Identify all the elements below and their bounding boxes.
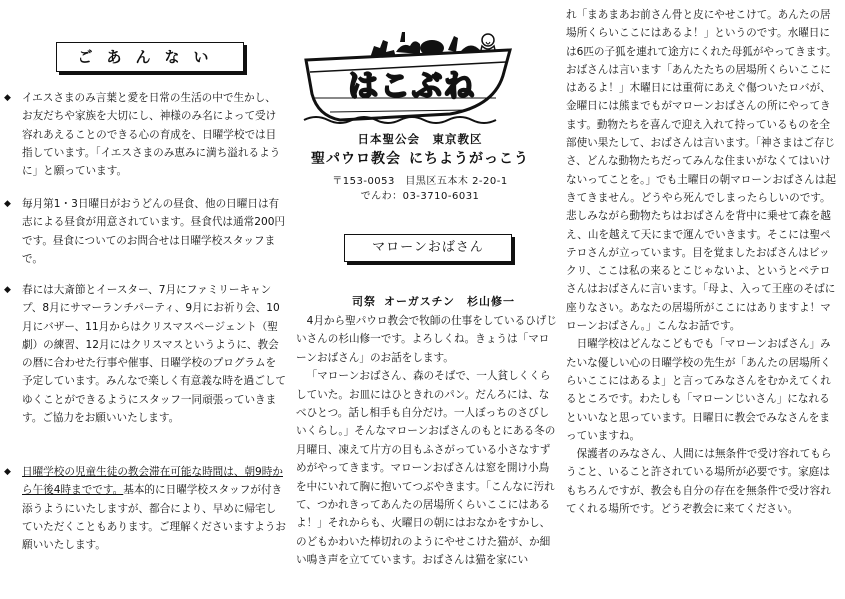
story-paragraph: れ「まあまあお前さん骨と皮にやせこけて。あんたの居場所くらいここにはあるよ！」というのです。水曜日には6匹の子狐を連れて途方にくれた母狐がやってきます。おばさんは言います「あんたたちの居場所くらいここにはあるよ！」木曜日には重荷にあえぐ傷ついたロバが、金曜日には熊までもがマローンおばさんの所にやってきます。動物たちを喜んで迎え入れて持っているものを全部使い果たして、おばさんは言います。「神さまはご存じさ、どんな動物たちだってみんな住まいがなくてはいけないってことを。」でも土曜日の朝マローンおばさんは起きてきません。どうやら死んでしまったらしいのです。悲しみながら動物たちはおばさんを背中に乗せて森を越え、山を越えて天にまで運んでいきます。そこには聖ペテロさんが立っています。目を覚ましたおばさんはビックリ、ここは私の来るとこじゃないよ、というとペテロさんはおばさんに言います。「母よ、入って王座のそばに座りなさい。あなたの居場所がここにはありますよ！マローンおばさん。」こんなお話です。 (566, 9, 837, 333)
article-paragraph: 4月から聖パウロ教会で牧師の仕事をしているひげじいさんの杉山修一です。よろしくね。きょうは「マローンおばさん」のお話をします。 (296, 315, 557, 364)
school-name: にちようがっこう (409, 151, 529, 167)
notice-hours-rest: 基本的に日曜学校スタッフが付き添うようにいたしますが、都合により、早めに帰宅していただくこともあります。ご理解くださいますようお願いいたします。 (22, 484, 286, 552)
notice-item-lunch (8, 190, 286, 268)
author-name: オーガスチン 杉山修一 (384, 295, 516, 308)
logo-text: はこぶね (348, 69, 476, 104)
address: 〒153-0053 目黒区五本木 2-20-1 (332, 176, 508, 187)
notice-item-hours (8, 458, 286, 554)
notice-item-events (8, 276, 286, 427)
notice-item-text: ◆ イエスさまのみ言葉と愛を日常の生活の中で生かし、お友だちや家族を大切にし、神様のみ名によって受け容れあえることのできる心の育成を、日曜学校では目指しています。「イエスさまのみ恵みに満ち溢れるように」と願っています。 (22, 92, 281, 178)
article-paragraph: 「マローンおばさん、森のそばで、一人貧しくくらしていた。お皿にはひときれのパン。だんろには、なべひとつ。話し相手も自分だけ。一人ぼっちのさびしいくらし。」そんなマローンおばさんのもとにある冬の月曜日、凍えて片方の目もふさがっている小さなすずめがやってきます。マローンおばさんは窓を開け小鳥を中にいれて胸に抱いてつぶやきます。「こんなに汚れて、つかれきってあんたの居場所くらいここにはあるよ！」それからも、火曜日の朝にはおなかをすかし、のどもかわいた棒切れのようにやせこけた猫が、か細い鳴き声を立てています。おばさんは猫を家にい (296, 370, 556, 567)
notice-item-text: ◆ 毎月第1・3日曜日がおうどんの昼食、他の日曜日は有志による昼食が用意されています。昼食代は通常200円です。昼食についてのお問合せは日曜学校スタッフまで。 (22, 198, 286, 265)
notice-title: ごあんない (56, 42, 244, 72)
author-role: 司祭 (352, 295, 376, 308)
article-author (352, 293, 523, 309)
church-name: 聖パウロ教会 (311, 151, 401, 167)
story-continuation (566, 6, 838, 518)
notice-hours-underlined: 日曜学校の児童生徒の教会滞在可能な時間は、朝9時から午後4時までです。 (22, 466, 283, 497)
notice-item-text: ◆ 春には大斎節とイースター、7月にファミリーキャンプ、8月にサマーランチパーティ、9月にお祈り会、10月にバザー、11月からはクリスマスページェント（聖劇）の練習、12月にはクリスマスというように、教会の暦に合わせた行事や催事、日曜学校のプログラムを予定しています。みんなで楽しく有意義な時を過ごしてゆくことができるようにスタッフ一同頑張っていきます。ご協力をお願いいたします。 (22, 284, 286, 425)
church-info (300, 131, 540, 202)
story-paragraph: 保護者のみなさん、人間には無条件で受け容れてもらうこと、いること許されている場所が必要です。家庭はもちろんですが、教会も自分の存在を無条件で受け容れてくれる場所です。どうぞ教会に来てください。 (566, 448, 832, 516)
diocese-name: 日本聖公会 東京教区 (357, 132, 483, 146)
church-school-names (300, 148, 540, 168)
notice-item-text (22, 463, 286, 554)
article-title: マローンおばさん (344, 234, 512, 262)
article-body (296, 312, 558, 570)
ark-logo (300, 28, 524, 128)
notice-item-purpose (8, 84, 286, 180)
phone-number: でんわ：03-3710-6031 (360, 191, 480, 202)
story-paragraph: 日曜学校はどんなこどもでも「マローンおばさん」みたいな優しい心の日曜学校の先生が「あんたの居場所くらいここにはあるよ」と言ってみなさんをむかえてくれるところです。わたしも「マローンじいさん」になれるといいなと思っています。日曜日に教会でみなさんをまっていますね。 (566, 338, 831, 442)
